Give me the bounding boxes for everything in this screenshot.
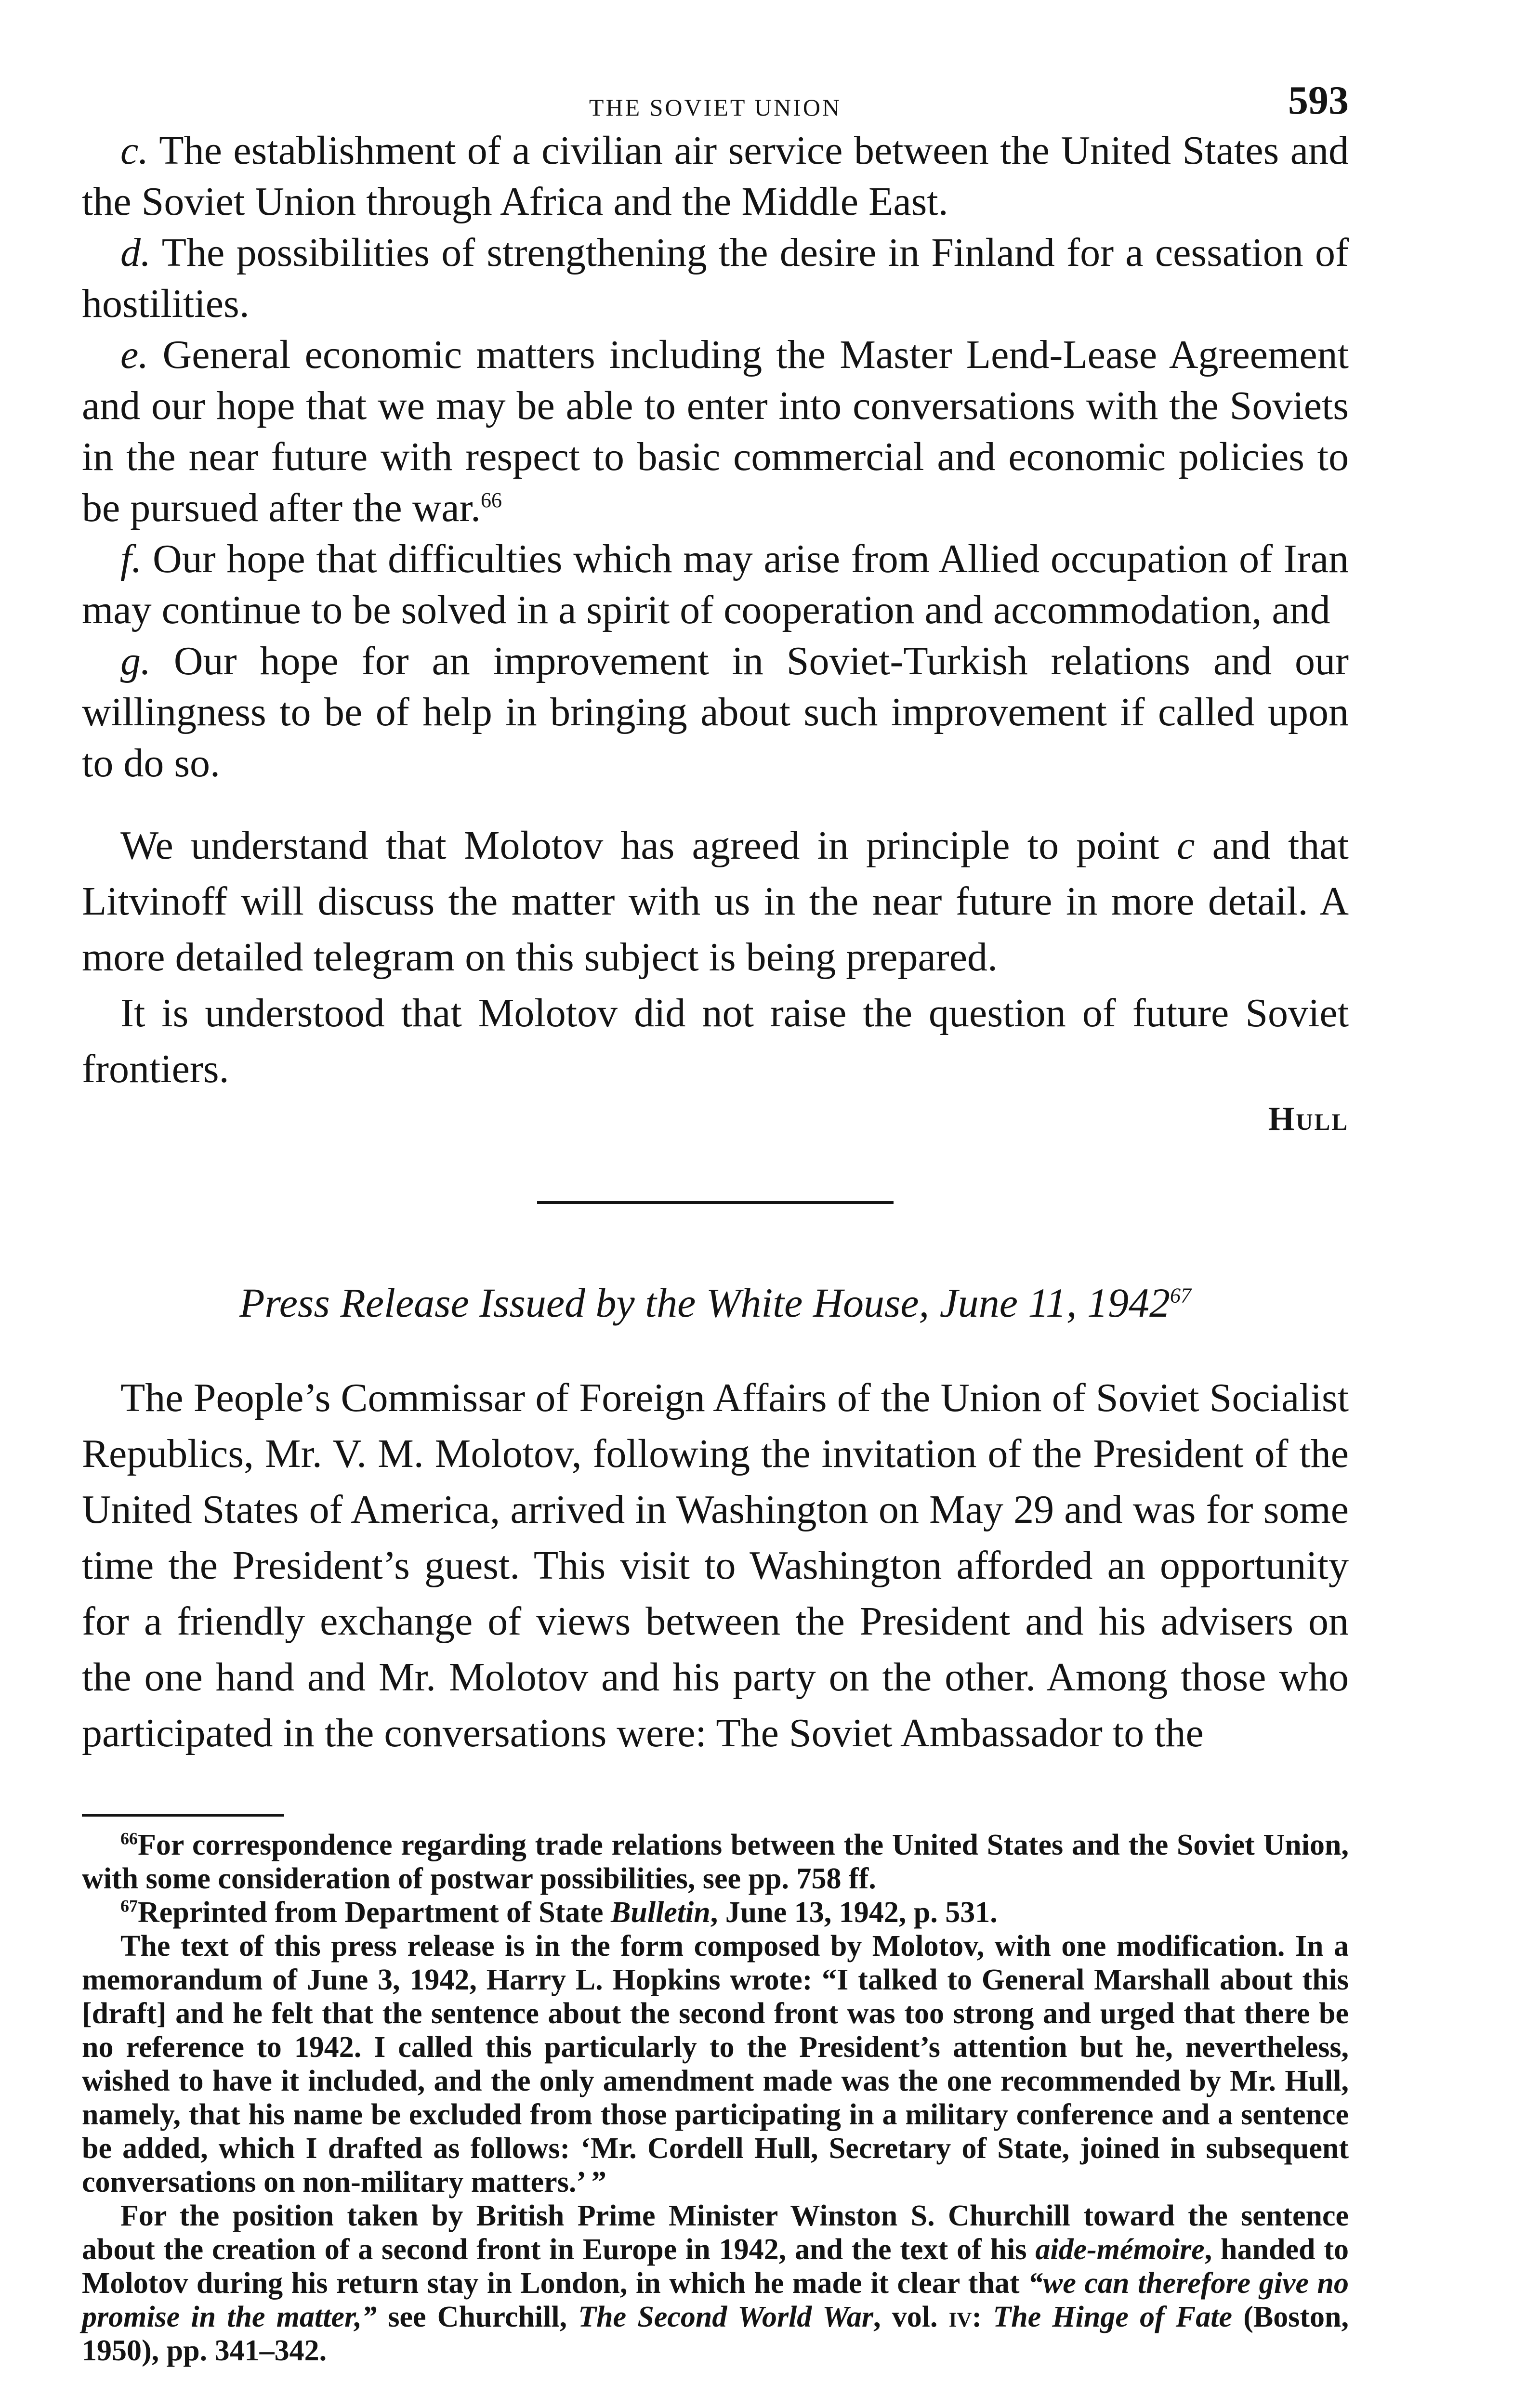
list-item-label: c. [120,128,149,173]
running-head: THE SOVIET UNION [589,94,842,121]
footnote-67-continued: The text of this press release is in the form composed by Molotov, with one modification. In a memorandum of June 3, 1942, Harry L. Hopkins wrote: “I talked to General Marshall about this [draft] and he felt that the sentence about the second front was too strong and urged that there be no reference to 1942. I called this particularly to the President’s attention but he, nevertheless, wished to have it included, and the only amendment made was the one recommended by Mr. Hull, namely, that his name be excluded from those participating in a military conference and a sentence be added, which I drafted as follows: ‘Mr. Cordell Hull, Secretary of State, joined in subsequent conversations on non-military matters.’ ” [82,1930,1349,2199]
list-item-text: The establishment of a civilian air service between the United States and the Soviet Union through Africa and the Middle East. [82,128,1349,224]
list-item [82,636,1349,789]
footnote-text: For correspondence regarding trade relations between the United States and the Soviet Union, with some consideration of postwar possibilities, see pp. 758 ff. [82,1829,1349,1895]
footnote-text: (Boston, 1950), pp. 341–342. [82,2301,1349,2367]
page-number: 593 [1288,78,1349,123]
signature: Hull [1268,1100,1349,1138]
page-header [82,72,1349,125]
document-page [82,72,1349,2368]
footnote-text: see Churchill, [377,2301,579,2333]
list-item-text: General economic matters including the Master Lend-Lease Agreement and our hope that we may be able to enter into conversations with the Soviets in the near future with respect to basic commercial and economic policies to be pursued after the war. [82,332,1349,530]
footnote-italic: “we can therefore give no promise in the matter,” [82,2267,1349,2333]
footnote-text: , vol. [873,2301,949,2333]
footnote-text: : [972,2301,993,2333]
list-item-label: d. [120,230,151,275]
footnote-italic: The Hinge of Fate [993,2301,1233,2333]
agenda-list [82,125,1349,789]
list-item-text: Our hope for an improvement in Soviet-Turkish relations and our willingness to be of help in bringing about such improvement if called upon to do so. [82,639,1349,785]
body-paragraph: It is understood that Molotov did not raise the question of future Soviet frontiers. [82,991,1349,1091]
footnote-number: 66 [120,1829,138,1848]
footnotes [82,1828,1349,2368]
press-release-paragraph: The People’s Commissar of Foreign Affairs of the Union of Soviet Socialist Republics, Mr. V. M. Molotov, following the invitation of the President of the United States of America, arrived in Washington on May 29 and was for some time the President’s guest. This visit to Washington afforded an opportunity for a friendly exchange of views between the President and his advisers on the one hand and Mr. Molotov and his party on the other. Among those who participated in the conversations were: The Soviet Ambassador to the [82,1375,1349,1755]
footnote-volume: iv [948,2301,972,2333]
list-item [82,329,1349,534]
footnote-italic: Bulletin [611,1896,710,1929]
list-item [82,125,1349,227]
footnote-ref: 66 [480,488,502,512]
list-item [82,227,1349,329]
list-item [82,534,1349,636]
footnote-italic: The Second World War [578,2301,874,2333]
footnote-66 [82,1828,1349,1896]
body-paragraph [82,818,1349,985]
footnote-number: 67 [120,1896,138,1916]
footnote-text: , June 13, 1942, p. 531. [710,1896,998,1929]
footnote-italic: aide-mémoire [1035,2233,1205,2266]
footnote-divider [82,1814,284,1817]
list-item-label: f. [120,537,142,581]
section-title [82,1279,1349,1327]
footnote-67-churchill [82,2199,1349,2368]
section-divider [537,1201,894,1204]
list-item-text: Our hope that difficulties which may arise from Allied occupation of Iran may continue to be solved in a spirit of cooperation and accommodation, and [82,537,1349,632]
footnote-ref: 67 [1170,1283,1192,1308]
footnote-text: For the position taken by British Prime Minister Winston S. Churchill toward the sentence about the creation of a second front in Europe in 1942, and the text of his [82,2199,1349,2266]
footnote-67 [82,1896,1349,1929]
list-item-label: g. [120,639,151,683]
footnote-text: Reprinted from Department of State [138,1896,611,1929]
point-letter: c [1177,823,1195,868]
footnote-text: , handed to Molotov during his return stay in London, in which he made it clear that [82,2233,1349,2300]
paragraph-text: We understand that Molotov has agreed in principle to point [120,823,1177,868]
list-item-text: The possibilities of strengthening the desire in Finland for a cessation of hostilities. [82,230,1349,326]
section-title-text: Press Release Issued by the White House, June 11, 1942 [239,1280,1171,1326]
list-item-label: e. [120,332,149,377]
paragraph-text: and that Litvinoff will discuss the matter with us in the near future in more detail. A more detailed telegram on this subject is being prepared. [82,823,1349,980]
